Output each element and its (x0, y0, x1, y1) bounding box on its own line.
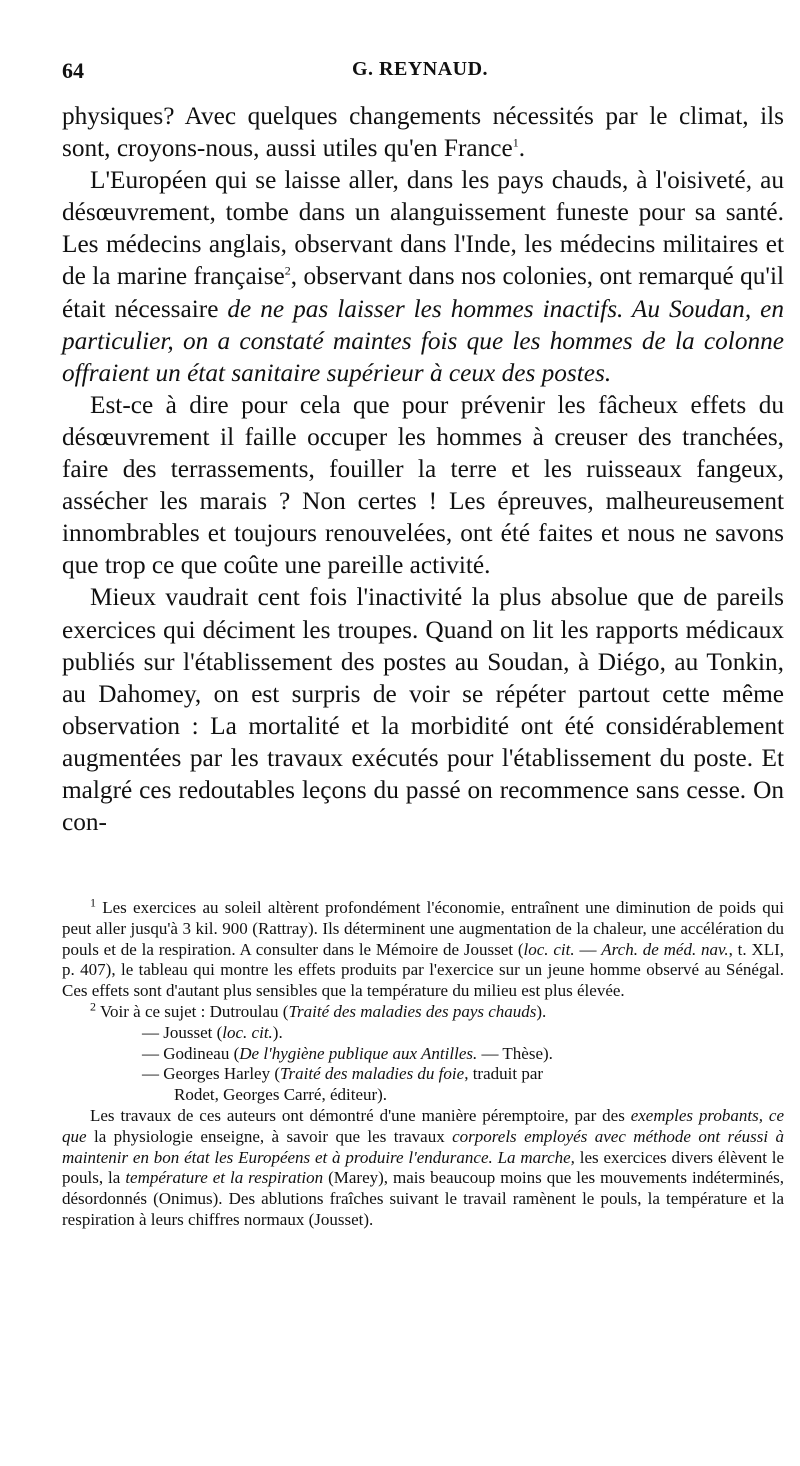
footnote-2-ref-harley (62, 1064, 784, 1085)
ref-jousset-italic: loc. cit. (222, 1022, 273, 1042)
fn-para-italic-2: corporels employés avec méthode ont réussi à maintenir en bon état les Européens et à produire l'endurance. La marche, (62, 1126, 784, 1167)
paragraph-2 (62, 164, 784, 389)
fn-para-italic-1: exemples probants, ce que (62, 1105, 784, 1146)
footnotes (62, 895, 785, 1231)
footnote-1-text-a: Les exercices au soleil altèrent profondément l'économie, entraînent une diminution de poids qui peut aller jusqu'à 3 kil. 900 (Rattray). Ils déterminent une augmentation de la chaleur, une accélération du pouls et de la respiration. A consulter dans le Mémoire de Jousset ( (62, 898, 784, 959)
paragraph-2-text-a: L'Européen qui se laisse aller, dans les pays chauds, à l'oisiveté, au désœuvrement, tombe dans un alanguissement funeste pour sa santé. Les médecins anglais, observant dans l'Inde, les médecins militaires et de la marine française (62, 166, 784, 291)
footnote-2-ref-godineau (62, 1044, 784, 1065)
ref-harley-italic: Traité des maladies du foie (280, 1064, 465, 1084)
paragraph-2-text-b: , observant dans nos colonies, ont remarqué qu'il était nécessaire (62, 262, 784, 323)
fn-para-b: la physiologie enseigne, à savoir que les travaux (86, 1126, 453, 1146)
fn-para-italic-3: température et la respiration (125, 1168, 324, 1188)
ref-godineau-b: — Thèse). (477, 1043, 553, 1063)
footnote-1 (62, 895, 785, 1002)
footnote-1-text-b: — (574, 939, 602, 959)
footnote-1-italic-1: loc. cit. (523, 939, 575, 959)
fn-para-d: (Marey), mais beaucoup moins que les mouvements indéterminés, désordonnés (Onimus). Des ablutions fraîches suivant le travail ramènent le pouls, la température et la respiration à leurs chiffres normaux (Jousset). (62, 1168, 785, 1229)
paragraph-4: Mieux vaudrait cent fois l'inactivité la plus absolue que de pareils exercices qui déciment les troupes. Quand on lit les rapports médicaux publiés sur l'établissement des postes au Soudan, à Diégo, au Tonkin, au Dahomey, on est surpris de voir se répéter partout cette même observation : La mortalité et la morbidité ont été considérablement augmentées par les travaux exécutés pour l'établissement du poste. Et malgré ces redoutables leçons du passé on recommence sans cesse. On con- (62, 583, 784, 837)
footnote-2-ref-harley-cont: Rodet, Georges Carré, éditeur). (174, 1085, 388, 1105)
fn-para-a: Les travaux de ces auteurs ont démontré d'une manière péremptoire, par des (90, 1105, 631, 1125)
paragraph-1 (62, 100, 784, 164)
paragraph-1-end: . (518, 134, 526, 163)
footnote-1-italic-2: Arch. de méd. nav. (601, 939, 729, 959)
footnote-2-italic: Traité des maladies des pays chauds (288, 1001, 537, 1021)
footnote-1-text-c: , t. XLI, p. 407), le tableau qui montre les effets produits par l'exercice sur un jeune homme observé au Sénégal. Ces effets sont d'autant plus sensibles que la température du milieu est plus élevée. (62, 939, 785, 1001)
ref-godineau-italic: De l'hygiène publique aux Antilles. (239, 1043, 478, 1063)
footnote-2-text-a: Voir à ce sujet : Dutroulau ( (96, 1001, 289, 1021)
paragraph-2-italic: de ne pas laisser les hommes inactifs. Au Soudan, en particulier, on a constaté maintes fois que les hommes de la colonne offraient un état sanitaire supérieur à ceux des postes. (62, 294, 784, 387)
footnote-1-mark: 1 (90, 895, 96, 910)
paragraph-3: Est-ce à dire pour cela que pour prévenir les fâcheux effets du désœuvrement il faille occuper les hommes à creuser des tranchées, faire des terrassements, fouiller la terre et les ruisseaux fangeux, assécher les marais ? Non certes ! Les épreuves, malheureusement innombrables et toujours renouvelées, ont été faites et nous ne savons que trop ce que coûte une pareille activité. (62, 390, 784, 580)
footnote-2-paragraph (62, 1106, 784, 1231)
footnote-2-text-b: ). (536, 1001, 547, 1021)
page-header (62, 58, 760, 92)
main-text (62, 100, 784, 838)
paragraph-1-text: physiques? Avec quelques changements nécessités par le climat, ils sont, croyons-nous, aussi utiles qu'en France (62, 102, 784, 163)
ref-harley-b: , traduit par (464, 1064, 544, 1084)
ref-harley-a: — Georges Harley ( (142, 1064, 281, 1084)
footnote-ref-1: 1 (512, 135, 519, 150)
page-number: 64 (62, 58, 84, 83)
ref-jousset-a: — Jousset ( (142, 1022, 223, 1042)
footnote-2 (62, 999, 784, 1023)
ref-jousset-b: ). (272, 1022, 283, 1042)
fn-para-c: les exercices divers élèvent le pouls, la (62, 1147, 784, 1188)
footnote-2-mark: 2 (90, 999, 96, 1014)
footnote-ref-2: 2 (284, 264, 291, 279)
ref-godineau-a: — Godineau ( (142, 1043, 240, 1063)
footnote-2-ref-jousset (62, 1023, 784, 1044)
running-head: G. REYNAUD. (352, 58, 489, 80)
